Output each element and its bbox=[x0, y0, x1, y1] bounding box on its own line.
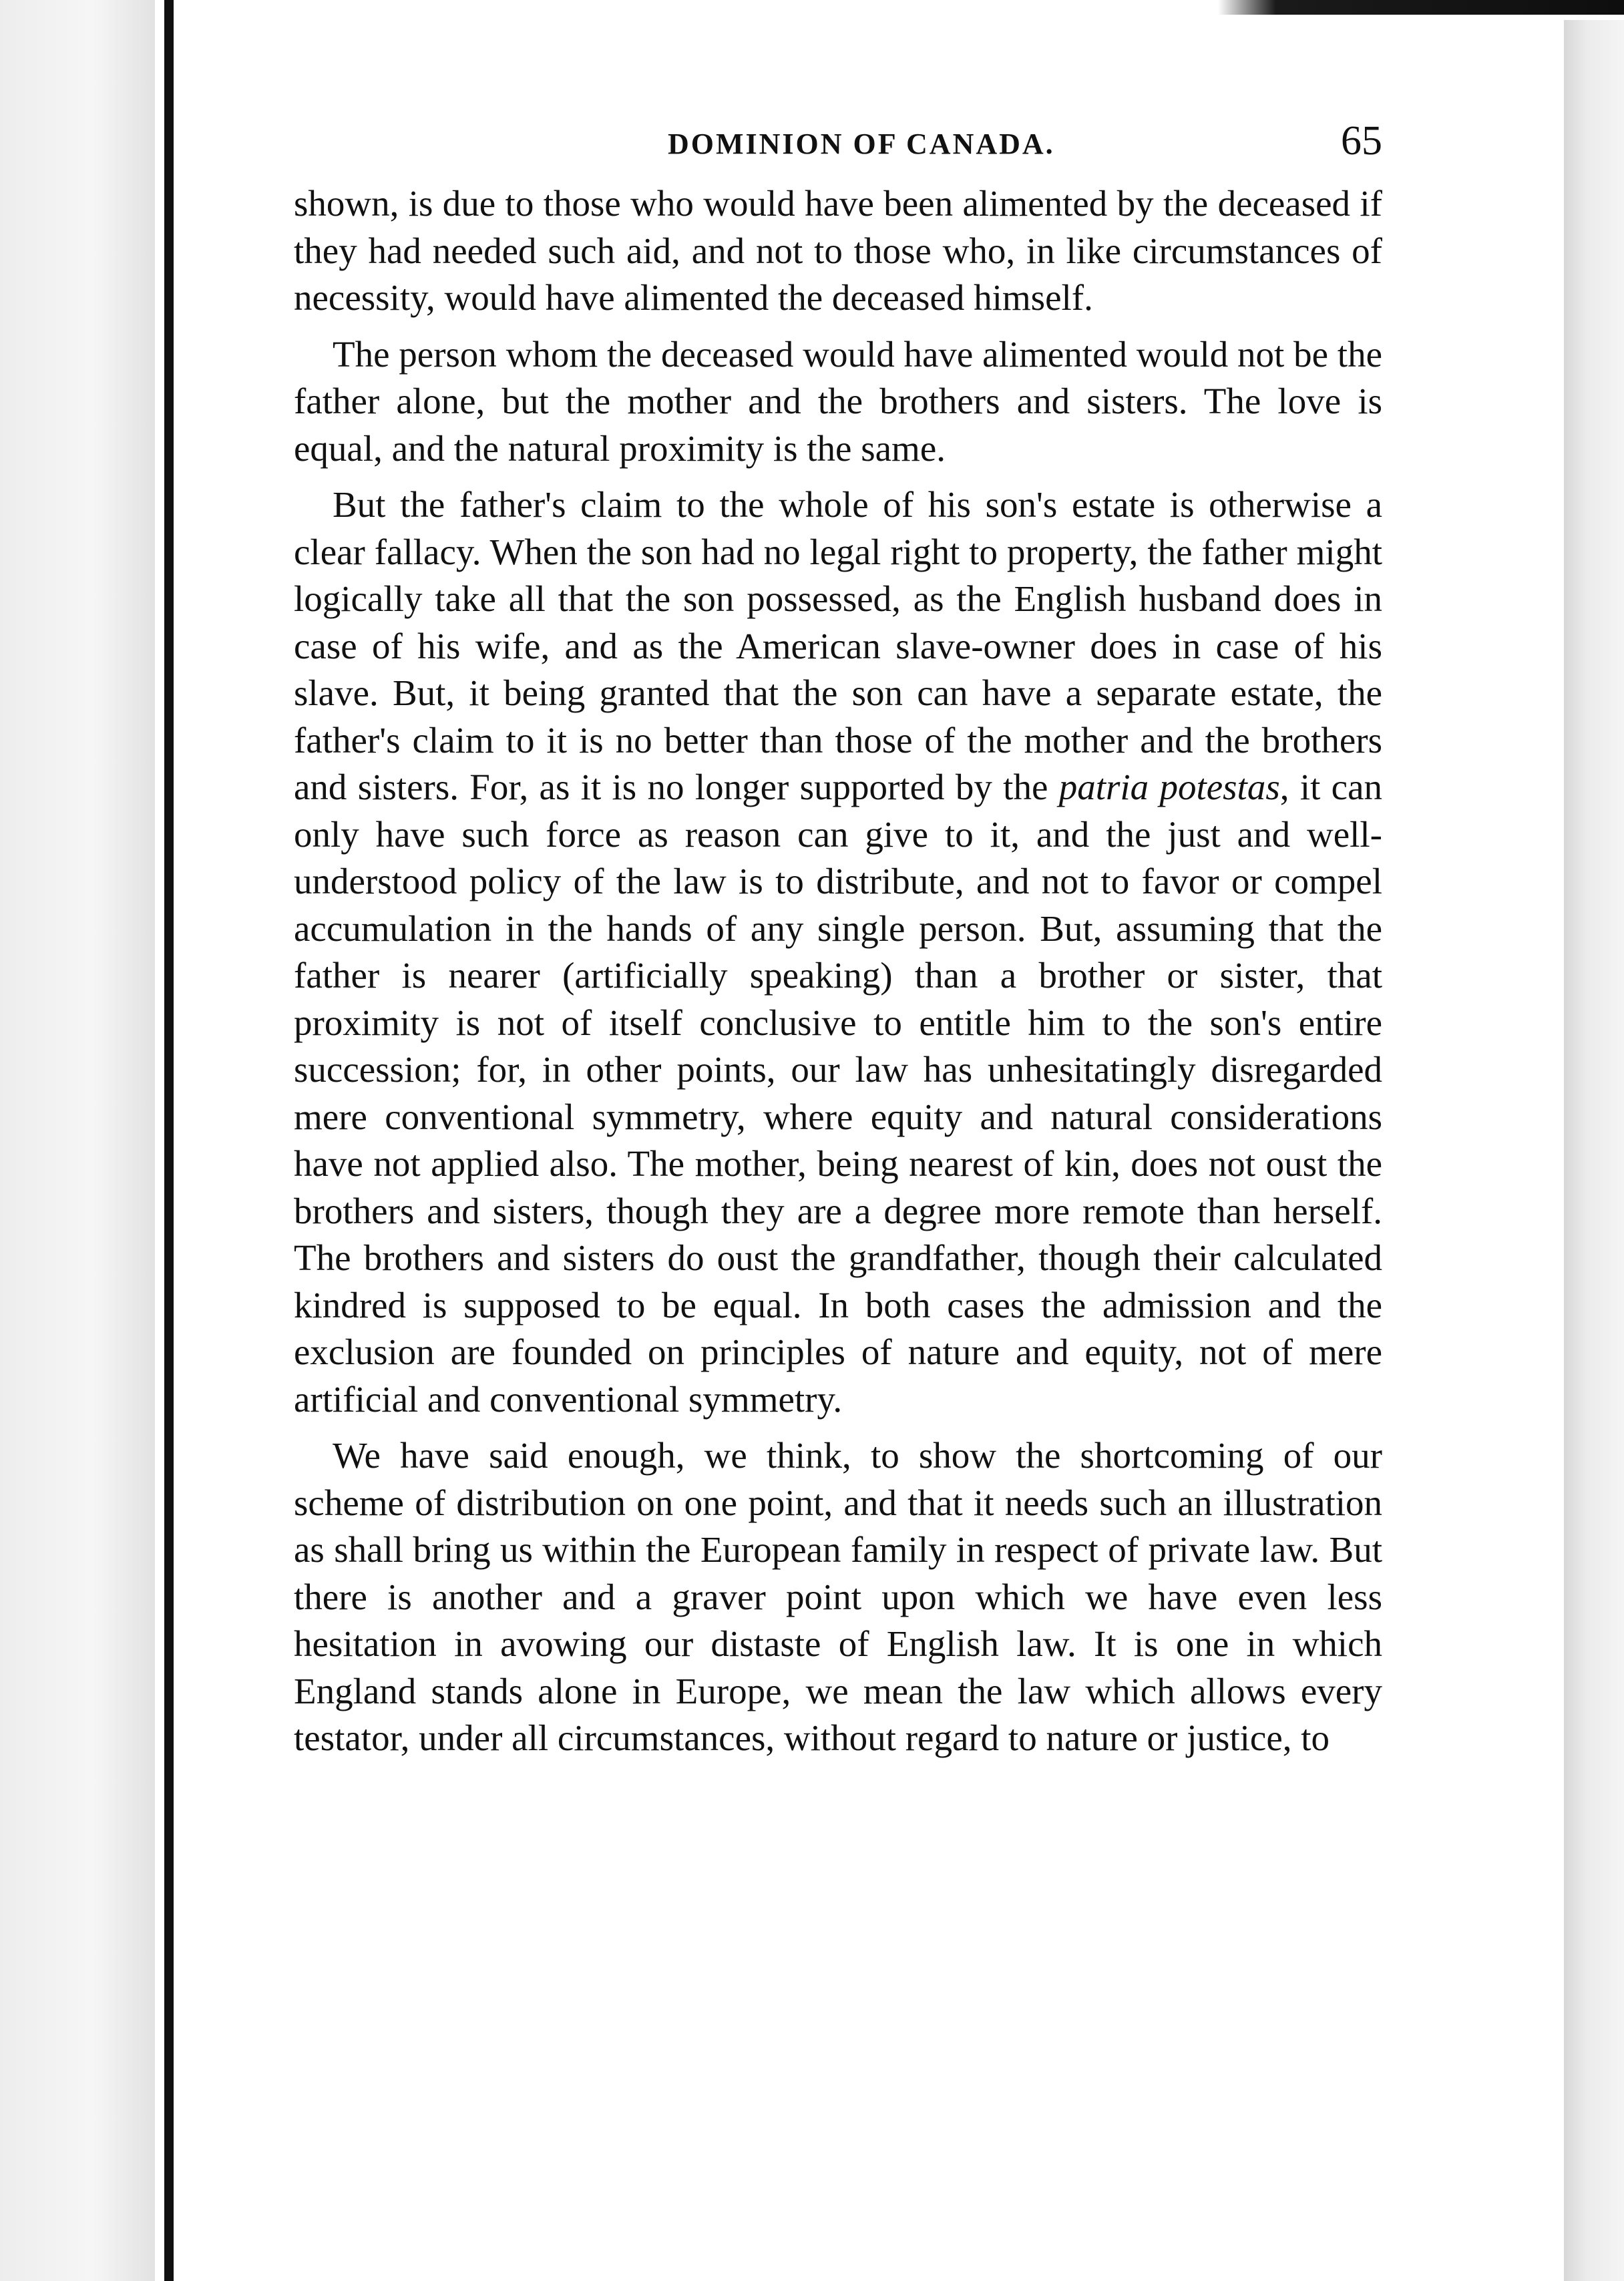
running-title: DOMINION OF CANADA. bbox=[668, 128, 1055, 160]
scan-top-edge bbox=[174, 0, 1624, 15]
body-text bbox=[294, 180, 1382, 1762]
scan-binding-edge bbox=[164, 0, 174, 2281]
scan-left-margin bbox=[0, 0, 155, 2281]
paragraph-proximity: The person whom the deceased would have alimented would not be the father alone, but the mother and the brothers and sisters. The love is equal, and the natural proximity is the same. bbox=[294, 333, 1382, 469]
paragraph-fathers-claim-part-1: But the father's claim to the whole of his son's estate is otherwise a clear fallacy. When the son had no legal right to property, the father might logically take all that the son possessed, as the English husband does in case of his wife, and as the American slave-owner does in case of his slave. But, it being granted that the son can have a separate estate, the father's claim to it is no better than those of the mother and the brothers and sisters. For, as it is no longer supported by the bbox=[294, 484, 1382, 807]
running-head bbox=[294, 114, 1382, 174]
scan-right-margin bbox=[1564, 20, 1624, 2281]
book-page bbox=[294, 114, 1382, 1772]
paragraph-continuation: shown, is due to those who would have been alimented by the deceased if they had needed such aid, and not to those who, in like circumstances of necessity, would have alimented the deceased himself. bbox=[294, 183, 1382, 318]
paragraph-fathers-claim-part-2: , it can only have such force as reason can give to it, and the just and well-understood policy of the law is to distribute, and not to favor or compel accumulation in the hands of any single person. But, assuming that the father is nearer (artificially speaking) than a brother or sister, that proximity is not of itself conclusive to entitle him to the son's entire succession; for, in other points, our law has unhesitatingly disregarded mere conventional symmetry, where equity and natural considerations have not applied also. The mother, being nearest of kin, does not oust the brothers and sisters, though they are a degree more remote than herself. The brothers and sisters do oust the grandfather, though their calculated kindred is supposed to be equal. In both cases the admission and the exclusion are founded on principles of nature and equity, not of mere artificial and conventional symmetry. bbox=[294, 767, 1383, 1420]
paragraph-testator-law: We have said enough, we think, to show the shortcoming of our scheme of distribution on one point, and that it needs such an illustration as shall bring us within the European family in respect of private law. But there is another and a graver point upon which we have even less hesitation in avowing our distaste of English law. It is one in which England stands alone in Europe, we mean the law which allows every testator, under all circumstances, without regard to nature or justice, to bbox=[294, 1435, 1382, 1758]
latin-term-patria-potestas: patria potestas bbox=[1058, 767, 1280, 807]
page-number: 65 bbox=[1341, 118, 1382, 164]
paragraph-fathers-claim bbox=[294, 481, 1382, 1423]
